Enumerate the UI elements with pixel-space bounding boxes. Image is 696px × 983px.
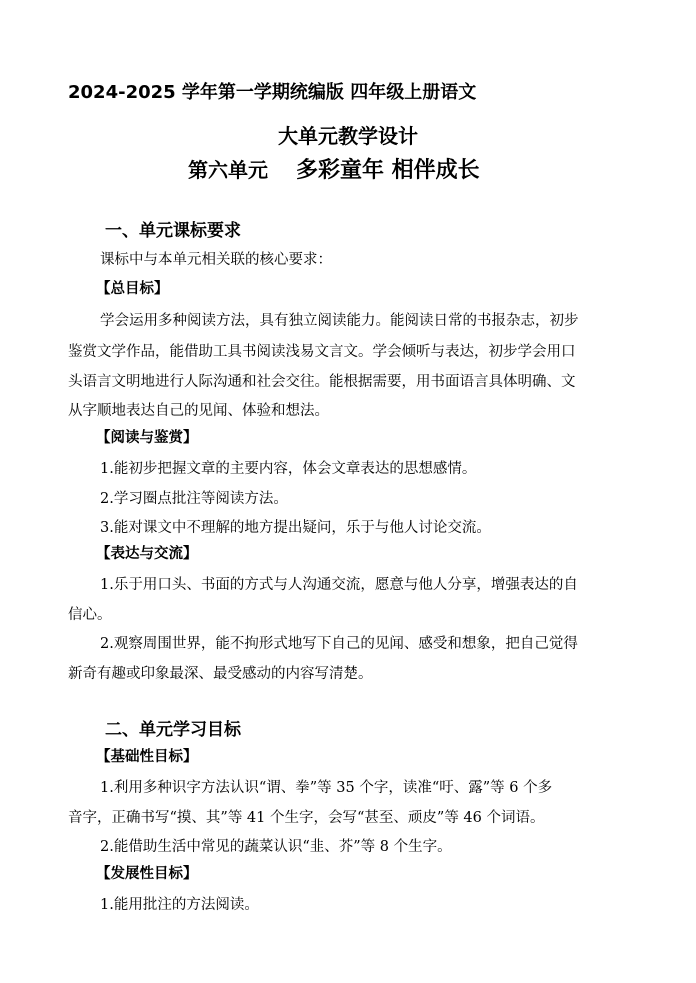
unit-title <box>188 153 480 184</box>
basic-goal-label: 【基础性目标】 <box>96 749 198 765</box>
expression-item-1-line-2: 信心。 <box>68 607 112 623</box>
expression-item-2-line-2: 新奇有趣或印象最深、最受感动的内容写清楚。 <box>68 666 373 682</box>
basic-item-2: 2.能借助生活中常见的蔬菜认识“韭、芥”等 8 个生字。 <box>100 839 452 855</box>
expression-item-2-line-1: 2.观察周围世界，能不拘形式地写下自己的见闻、感受和想象，把自己觉得 <box>100 636 578 652</box>
reading-item-2: 2.学习圈点批注等阅读方法。 <box>100 491 288 507</box>
document-title: 大单元教学设计 <box>278 124 418 148</box>
expression-label: 【表达与交流】 <box>96 546 198 562</box>
document-header: 2024-2025 学年第一学期统编版 四年级上册语文 <box>68 82 477 103</box>
development-item-1: 1.能用批注的方法阅读。 <box>100 897 259 913</box>
unit-label: 第六单元 <box>188 158 268 182</box>
section-heading-2: 二、单元学习目标 <box>105 720 241 740</box>
development-goal-label: 【发展性目标】 <box>96 866 198 882</box>
unit-theme: 多彩童年 相伴成长 <box>296 158 480 183</box>
overall-goal-line-3: 头语言文明地进行人际沟通和社会交往。能根据需要，用书面语言具体明确、文 <box>68 374 576 390</box>
overall-goal-line-4: 从字顺地表达自己的见闻、体验和想法。 <box>68 403 329 419</box>
basic-item-1-line-1: 1.利用多种识字方法认识“谓、拳”等 35 个字，读准“吁、露”等 6 个多 <box>100 780 553 796</box>
overall-goal-line-2: 鉴赏文学作品，能借助工具书阅读浅易文言文。学会倾听与表达，初步学会用口 <box>68 344 576 360</box>
reading-label: 【阅读与鉴赏】 <box>96 430 198 446</box>
reading-item-3: 3.能对课文中不理解的地方提出疑问，乐于与他人讨论交流。 <box>100 520 491 536</box>
overall-goal-line-1: 学会运用多种阅读方法，具有独立阅读能力。能阅读日常的书报杂志，初步 <box>100 313 579 329</box>
reading-item-1: 1.能初步把握文章的主要内容，体会文章表达的思想感情。 <box>100 461 477 477</box>
section-heading-1: 一、单元课标要求 <box>105 221 241 241</box>
basic-item-1-line-2: 音字，正确书写“摸、其”等 41 个生字，会写“甚至、顽皮”等 46 个词语。 <box>68 810 545 826</box>
expression-item-1-line-1: 1.乐于用口头、书面的方式与人沟通交流，愿意与他人分享，增强表达的自 <box>100 577 578 593</box>
overall-goal-label: 【总目标】 <box>96 281 169 297</box>
section1-intro: 课标中与本单元相关联的核心要求： <box>100 252 332 268</box>
